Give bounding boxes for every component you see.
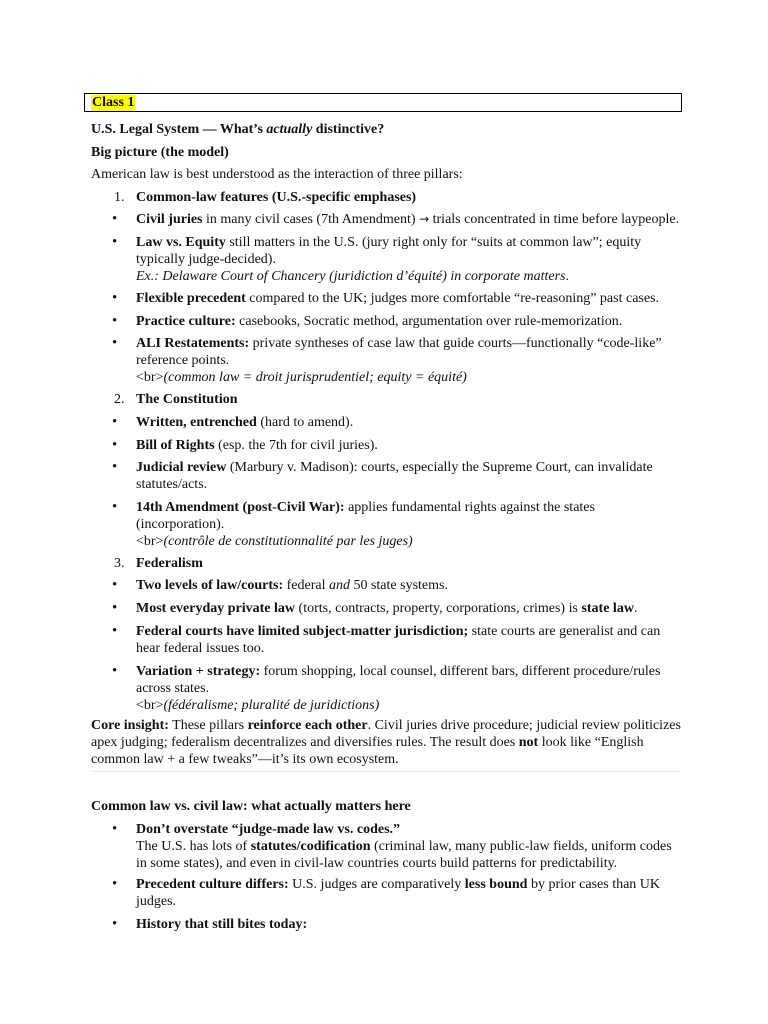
bold-term: Variation + strategy: bbox=[136, 664, 261, 679]
pillar-1-flexible-precedent bbox=[136, 290, 686, 307]
literal-br-text: <br> bbox=[136, 698, 164, 713]
bold-term: ALI Restatements: bbox=[136, 336, 250, 351]
title-text-start: U.S. Legal System — What’s bbox=[91, 122, 267, 137]
translation-note: (common law = droit jurisprudentiel; equity = équité) bbox=[163, 370, 467, 385]
pillar-1-law-vs-equity bbox=[136, 234, 686, 285]
text: . Civil juries drive procedure; judicial review politicizes apex judging; federalism decentralizes and diversifies rules. The result does bbox=[91, 718, 681, 750]
bullet-glyph: • bbox=[112, 577, 118, 593]
page-title bbox=[91, 121, 384, 138]
pillar-2-heading: The Constitution bbox=[136, 392, 238, 407]
text: look like “English common law + a few tweaks”—it’s its own ecosystem. bbox=[91, 735, 644, 767]
bold-term: statutes/codification bbox=[250, 839, 371, 854]
translation-note: (fédéralisme; pluralité de juridictions) bbox=[163, 698, 380, 713]
core-insight-paragraph bbox=[91, 717, 681, 768]
text: The U.S. has lots of bbox=[136, 839, 251, 854]
bullet-glyph: • bbox=[112, 499, 118, 515]
pillar-3-variation bbox=[136, 663, 686, 714]
pillar-2-14th-amendment bbox=[136, 499, 686, 550]
section-divider bbox=[91, 771, 681, 772]
text: still matters in the U.S. (jury right only for “suits at common law”; equity typically judge-decided). bbox=[136, 235, 642, 267]
class-label: Class 1 bbox=[92, 95, 135, 110]
bullet-glyph: • bbox=[112, 876, 118, 892]
bullet-glyph: • bbox=[112, 211, 118, 227]
literal-br-text: <br> bbox=[136, 534, 164, 549]
pillar-1-civil-juries bbox=[136, 211, 686, 228]
bold-term: Law vs. Equity bbox=[136, 235, 226, 250]
bold-term: reinforce each other bbox=[247, 718, 368, 733]
list-number-3: 3. bbox=[114, 556, 125, 571]
bold-term: History that still bites today: bbox=[136, 917, 308, 932]
list-number-1: 1. bbox=[114, 190, 125, 205]
pillar-2-judicial-review bbox=[136, 459, 686, 493]
pillar-3-private-law bbox=[136, 600, 686, 617]
bullet-glyph: • bbox=[112, 290, 118, 306]
text: federal bbox=[283, 578, 329, 593]
bullet-glyph: • bbox=[112, 600, 118, 616]
bold-term: Two levels of law/courts: bbox=[136, 578, 284, 593]
section-2-history bbox=[136, 916, 686, 933]
section-2-heading: Common law vs. civil law: what actually matters here bbox=[91, 799, 411, 814]
bold-term: Don’t overstate “judge-made law vs. codes.” bbox=[136, 822, 401, 837]
bold-term: Practice culture: bbox=[136, 314, 236, 329]
pillar-3-federal-courts bbox=[136, 623, 686, 657]
bullet-glyph: • bbox=[112, 234, 118, 250]
bold-term: state law bbox=[581, 601, 634, 616]
bold-term: less bound bbox=[464, 877, 528, 892]
pillar-1-heading: Common-law features (U.S.-specific emphases) bbox=[136, 190, 417, 205]
title-text-end: distinctive? bbox=[312, 122, 385, 137]
pillar-1-ali-restatements bbox=[136, 335, 686, 386]
class-header-box bbox=[84, 93, 682, 112]
text: 50 state systems. bbox=[349, 578, 448, 593]
text: (esp. the 7th for civil juries). bbox=[214, 438, 378, 453]
text: private syntheses of case law that guide courts—functionally “code-like” reference points. bbox=[136, 336, 662, 368]
list-number-2: 2. bbox=[114, 392, 125, 407]
text: (hard to amend). bbox=[256, 415, 354, 430]
text: . bbox=[633, 601, 638, 616]
pillar-2-written bbox=[136, 414, 686, 431]
title-emphasis: actually bbox=[266, 122, 313, 137]
bold-term: Bill of Rights bbox=[136, 438, 215, 453]
section-2-dont-overstate bbox=[136, 821, 686, 872]
pillar-3-heading: Federalism bbox=[136, 556, 203, 571]
text: (criminal law, many public-law fields, uniform codes in some states), and even in civil-law countries courts build patterns for predictability. bbox=[136, 839, 672, 871]
bullet-glyph: • bbox=[112, 459, 118, 475]
text: These pillars bbox=[168, 718, 248, 733]
literal-br-text: <br> bbox=[136, 370, 164, 385]
pillar-2-bill-of-rights bbox=[136, 437, 686, 454]
bold-term: Flexible precedent bbox=[136, 291, 246, 306]
bold-term: Civil juries bbox=[136, 212, 203, 227]
text: trials concentrated in time before laypeople. bbox=[429, 212, 680, 227]
text: applies fundamental rights against the states (incorporation). bbox=[136, 500, 595, 532]
text: casebooks, Socratic method, argumentation over rule-memorization. bbox=[235, 314, 623, 329]
bullet-glyph: • bbox=[112, 821, 118, 837]
bold-term: not bbox=[518, 735, 539, 750]
text: by prior cases than UK judges. bbox=[136, 877, 661, 909]
text: state courts are generalist and can hear federal issues too. bbox=[136, 624, 661, 656]
bold-term: Most everyday private law bbox=[136, 601, 296, 616]
translation-note: (contrôle de constitutionnalité par les juges) bbox=[163, 534, 413, 549]
arrow-icon: → bbox=[419, 212, 430, 226]
bold-term: Federal courts have limited subject-matter jurisdiction; bbox=[136, 624, 469, 639]
text: U.S. judges are comparatively bbox=[288, 877, 465, 892]
pillar-3-two-levels bbox=[136, 577, 686, 594]
bold-term: Judicial review bbox=[136, 460, 227, 475]
bold-term: 14th Amendment (post-Civil War): bbox=[136, 500, 345, 515]
pillar-1-practice-culture bbox=[136, 313, 686, 330]
bullet-glyph: • bbox=[112, 313, 118, 329]
text: (torts, contracts, property, corporations, crimes) is bbox=[295, 601, 582, 616]
text: (Marbury v. Madison): courts, especially the Supreme Court, can invalidate statutes/acts. bbox=[136, 460, 653, 492]
text: forum shopping, local counsel, different bars, different procedure/rules across states. bbox=[136, 664, 661, 696]
example-text: Ex.: Delaware Court of Chancery (juridiction d’équité) in corporate matters bbox=[136, 269, 566, 284]
bold-term: Core insight: bbox=[91, 718, 169, 733]
intro-paragraph: American law is best understood as the interaction of three pillars: bbox=[91, 167, 463, 182]
emphasis: and bbox=[328, 578, 350, 593]
bullet-glyph: • bbox=[112, 916, 118, 932]
section-2-precedent-culture bbox=[136, 876, 686, 910]
text: . bbox=[565, 269, 570, 284]
bullet-glyph: • bbox=[112, 623, 118, 639]
bullet-glyph: • bbox=[112, 663, 118, 679]
bullet-glyph: • bbox=[112, 437, 118, 453]
text: in many civil cases (7th Amendment) bbox=[202, 212, 420, 227]
bold-term: Precedent culture differs: bbox=[136, 877, 289, 892]
bullet-glyph: • bbox=[112, 335, 118, 351]
bullet-glyph: • bbox=[112, 414, 118, 430]
text: compared to the UK; judges more comfortable “re-reasoning” past cases. bbox=[245, 291, 660, 306]
big-picture-heading: Big picture (the model) bbox=[91, 145, 229, 160]
bold-term: Written, entrenched bbox=[136, 415, 257, 430]
